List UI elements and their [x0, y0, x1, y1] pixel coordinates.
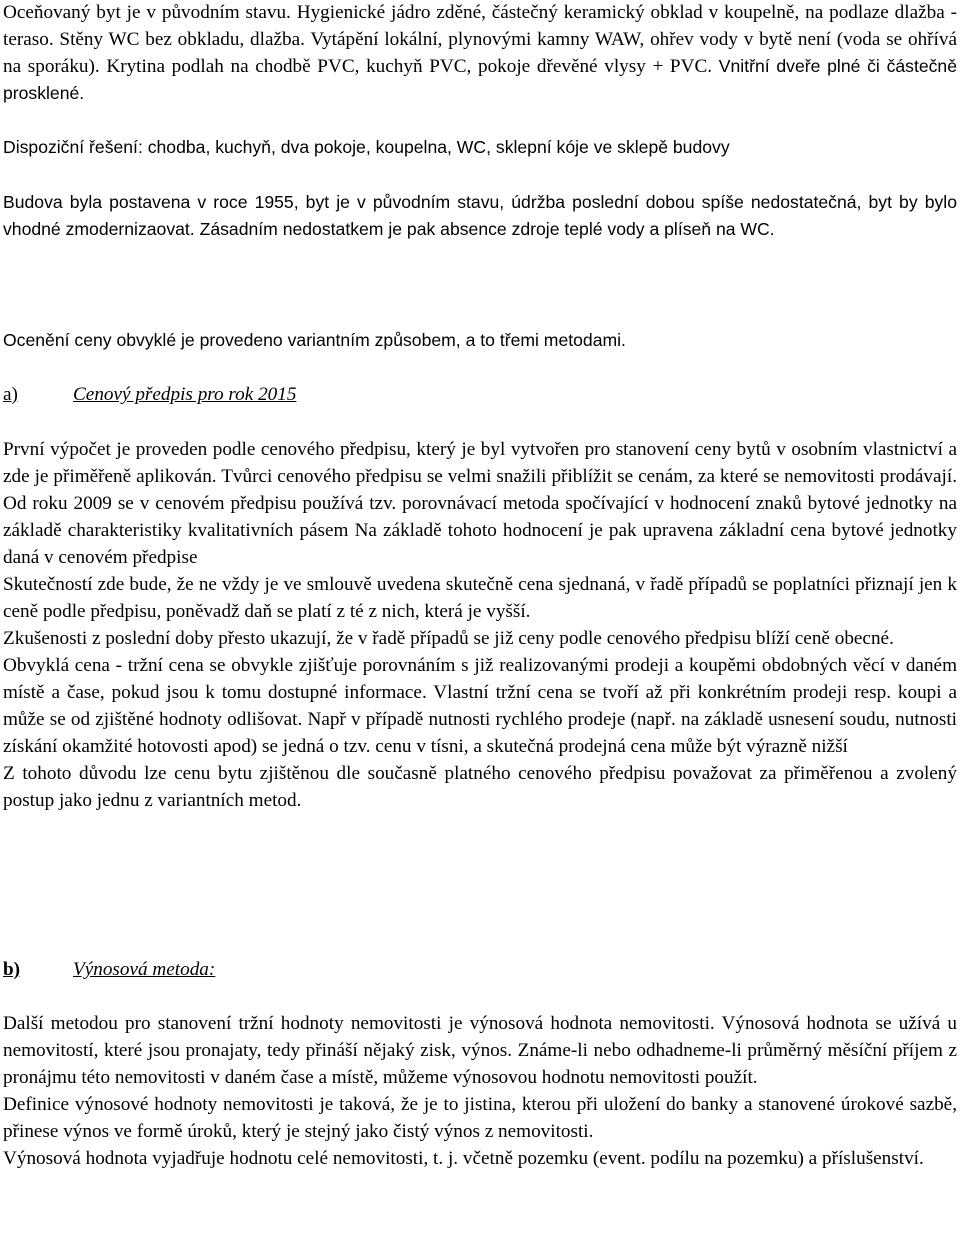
section-a-text-4c: Např v případě nutnosti rychlého prodeje (např.	[302, 709, 676, 730]
section-b-title: Výnosová metoda:	[73, 959, 216, 980]
section-a-paragraph-2: Skutečností zde bude, že ne vždy je ve smlouvě uvedena skutečně cena sjednaná, v řadě případů se poplatníci přiznají jen k ceně podle předpisu, poněvadž daň se platí z té z nich, která je vyšší.	[3, 574, 957, 622]
section-b-body	[3, 1010, 957, 1172]
intro-paragraph-methods: Ocenění ceny obvyklé je provedeno variantním způsobem, a to třemi metodami.	[3, 330, 626, 350]
section-b-paragraph-3: Výnosová hodnota vyjadřuje hodnotu celé nemovitosti, t. j. včetně pozemku (event. podílu na pozemku) a příslušenství.	[3, 1148, 924, 1169]
intro-paragraph-layout: Dispoziční řešení: chodba, kuchyň, dva pokoje, koupelna, WC, sklepní kóje ve sklepě budovy	[3, 137, 730, 157]
section-a-marker: a)	[3, 384, 18, 405]
section-a-title: Cenový předpis pro rok 2015	[73, 384, 297, 405]
section-a-body	[3, 436, 957, 814]
section-b-paragraph-1: Další metodou pro stanovení tržní hodnoty nemovitosti je výnosová hodnota nemovitosti. Výnosová hodnota se užívá u nemovitostí, které jsou pronajaty, tedy přináší nějaký zisk, výnos. Známe-li nebo odhadneme-li průměrný měsíční příjem z pronájmu této nemovitosti v daném čase a místě, můžeme výnosovou hodnotu nemovitosti použít.	[3, 1013, 957, 1088]
section-b-paragraph-2: Definice výnosové hodnoty nemovitosti je taková, že je to jistina, kterou při uložení do banky a stanovené úrokové sazbě, přinese výnos ve formě úroků, který je stejný jako čistý výnos z nemovitosti.	[3, 1094, 957, 1142]
section-a-paragraph-1	[3, 436, 957, 571]
section-a-text-4b: Vlastní tržní cena se tvoří až při konkrétním prodeji resp. koupi a může se od zjištěné hodnoty odlišovat.	[3, 682, 957, 730]
intro-text-condition: Oceňovaný byt je v původním stavu. Hygienické jádro zděné, částečný keramický obklad v koupelně, na podlaze dlažba - teraso. Stěny WC bez obkladu, dlažba. Vytápění lokální, plynovými kamny WAW, ohřev vody v bytě není (voda se ohřívá na sporáku). Krytina podlah na chodbě PVC, kuchyň PVC, pokoje dřevěné vlysy + PVC.	[3, 2, 957, 77]
section-a-text-4a: Obvyklá cena - tržní cena se obvykle zjišťuje porovnáním s již realizovanými prodeji a koupěmi obdobných věcí v daném místě a čase, pokud jsou k tomu dostupné informace.	[3, 655, 957, 703]
section-a-text-4d: na základě usnesení soudu, nutnosti získání okamžité hotovosti apod) se jedná o tzv.	[3, 709, 957, 757]
section-a-text-1b: Tvůrci cenového předpisu se velmi snažili přiblížit se cenám, za které se nemovitosti prodávají.	[216, 466, 957, 487]
intro-text-building: Budova byla postavena v roce 1955, byt je v původním stavu, údržba poslední dobou spíše nedostatečná, byt by bylo vhodné zmodernizaovat.	[3, 192, 957, 239]
section-a-text-1a: První výpočet je proveden podle cenového předpisu, který je byl vytvořen pro stanovení ceny bytů v osobním vlastnictví a zde je přiměřeně aplikován.	[3, 439, 957, 487]
section-b-heading	[3, 956, 215, 983]
intro-paragraph-condition	[3, 0, 957, 107]
section-a-text-4e: cenu v tísni, a skutečná prodejná cena může být výrazně nižší	[370, 736, 848, 757]
section-a-paragraph-4	[3, 652, 957, 760]
intro-text-doors: Vnitřní dveře plné či částečně prosklené.	[3, 56, 957, 103]
section-a-heading	[3, 381, 296, 408]
intro-paragraph-building	[3, 189, 957, 243]
section-a-paragraph-5: Z tohoto důvodu lze cenu bytu zjištěnou dle současně platného cenového předpisu považovat za přiměřenou a zvolený postup jako jednu z variantních metod.	[3, 763, 957, 811]
section-b-marker: b)	[3, 959, 21, 980]
section-a-text-1d: porovnávací metoda spočívající v hodnocení znaků bytové jednotky na základě charakteristiky kvalitativních pásem Na základě tohoto hodnocení je pak upravena základní cena bytové jednotky daná v cenovém předpise	[3, 493, 957, 568]
section-a-text-1c: Od roku 2009 se v cenovém předpisu používá tzv.	[3, 493, 397, 514]
intro-text-deficiency: Zásadním nedostatkem je pak absence zdroje teplé vody a plíseň na WC.	[194, 219, 775, 239]
section-a-paragraph-3: Zkušenosti z poslední doby přesto ukazují, že v řadě případů se již ceny podle cenového předpisu blíží ceně obecné.	[3, 628, 894, 649]
